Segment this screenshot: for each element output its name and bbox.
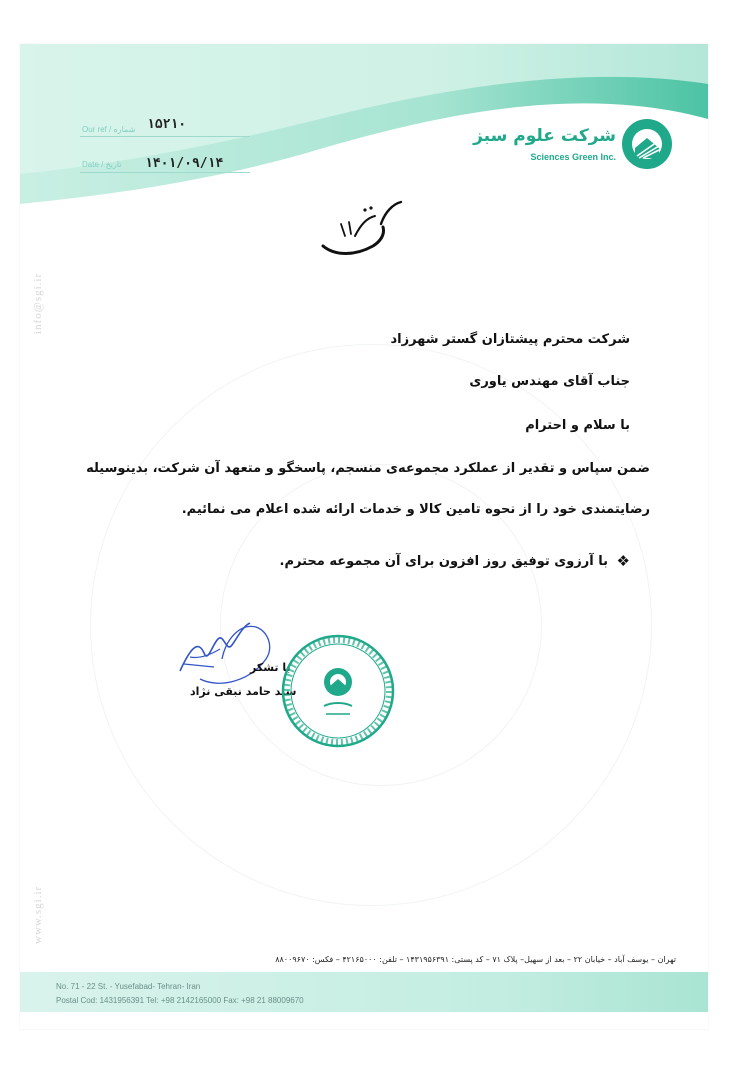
company-name-en: Sciences Green Inc. <box>530 152 616 162</box>
closing-text: با تشکر <box>250 661 291 674</box>
ref-number: ۱۵۲۱۰ <box>147 117 187 132</box>
side-email: info@sgi.ir <box>32 272 44 334</box>
side-website: www.sgi.ir <box>32 885 44 944</box>
wish-line: با آرزوی توفیق روز افزون برای آن مجموعه محترم. <box>279 554 608 569</box>
ref-label: Our ref / شماره <box>82 125 136 134</box>
recipient-person: جناب آقای مهندس یاوری <box>469 374 630 389</box>
date-value: ۱۴۰۱/۰۹/۱۴ <box>145 156 224 171</box>
footer-address-en: No. 71 - 22 St. - Yusefabad- Tehran- Iran <box>56 982 201 991</box>
body-line-1: ضمن سپاس و تقدیر از عملکرد مجموعه‌ی منسجم، پاسخگو و متعهد آن شرکت، بدینوسیله <box>86 461 650 476</box>
footer-contact-en: Postal Cod: 1431956391 Tel: +98 2142165000 Fax: +98 21 88009670 <box>56 996 304 1005</box>
recipient-company: شرکت محترم پیشتازان گستر شهرزاد <box>390 332 630 347</box>
company-name-fa: شرکت علوم سبز <box>473 126 616 146</box>
date-label: Date / تاریخ <box>82 160 122 169</box>
calligraphy-heading <box>315 194 410 262</box>
company-logo-icon <box>621 118 673 170</box>
body-line-2: رضایتمندی خود را از نحوه تامین کالا و خدمات ارائه شده اعلام می نمائیم. <box>181 502 650 517</box>
signer-name: سید حامد نبقی نژاد <box>190 685 297 698</box>
date-underline <box>80 172 250 173</box>
ref-underline <box>80 136 250 137</box>
greeting: با سلام و احترام <box>525 418 630 433</box>
bullet-icon: ❖ <box>616 552 630 570</box>
footer-band <box>20 972 708 1012</box>
letter-page <box>20 44 708 1029</box>
company-seal <box>278 632 398 750</box>
footer-address-fa: تهران – یوسف آباد – خیابان ۲۲ – بعد از سهیل– پلاک ۷۱ – کد پستی: ۱۴۳۱۹۵۶۳۹۱ – تلفن: ۴۲۱۶۵۰۰۰ – فکس: ۸۸۰۰۹۶۷۰ <box>275 955 676 964</box>
